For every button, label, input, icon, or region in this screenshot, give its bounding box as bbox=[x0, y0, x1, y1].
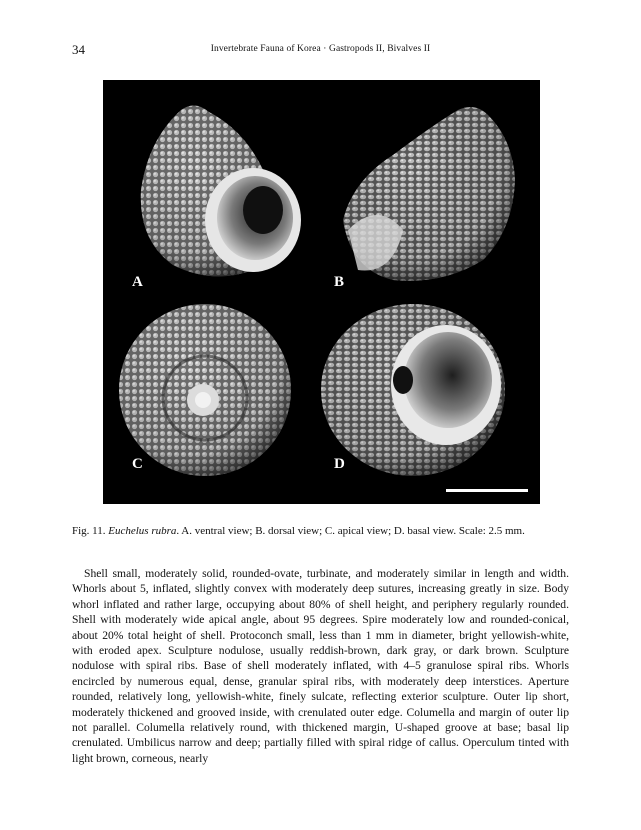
scale-bar bbox=[446, 489, 528, 492]
panel-label-b: B bbox=[334, 274, 345, 290]
caption-description: . A. ventral view; B. dorsal view; C. apical view; D. basal view. Scale: 2.5 mm. bbox=[176, 525, 525, 537]
panel-label-d: D bbox=[334, 456, 345, 472]
panel-label-a: A bbox=[132, 274, 143, 290]
species-name: Euchelus rubra bbox=[108, 525, 177, 537]
figure-plate bbox=[103, 80, 540, 504]
figure-label: Fig. 11. bbox=[72, 525, 106, 537]
shell-c-apical bbox=[119, 304, 291, 476]
body-paragraph: Shell small, moderately solid, rounded-ovate, turbinate, and moderately similar in length and width. Whorls about 5, inflated, slightly convex with moderately deep sutures, increasing greatly in size. Body whorl inflated and rather large, occupying about 80% of shell height, and periphery regularly rounded. Shell with moderately wide apical angle, about 95 degrees. Spire moderately low and rounded-conical, about 20% total height of shell. Protoconch small, less than 1 mm in diameter, bright yellowish-white, with eroded apex. Sculpture nodulose, usually reddish-brown, dark gray, or dark brown. Sculpture nodulose with spiral ribs. Base of shell moderately inflated, with 4–5 granulose spiral ribs. Whorls encircled by numerous equal, dense, granular spiral ribs, with moderately deep interstices. Aperture rounded, relatively long, yellowish-white, finely sulcate, reflecting exterior sculpture. Outer lip short, moderately thickened and grooved inside, with crenulated outer edge. Columella and margin of outer lip not parallel. Columella relatively round, with thickened margin, U-shaped groove at base; basal lip crenulated. Umbilicus narrow and deep; partially filled with spiral ridge of callus. Operculum tinted with light brown, corneous, nearly bbox=[72, 567, 569, 765]
shell-d-basal bbox=[321, 304, 505, 476]
figure-caption bbox=[72, 524, 572, 538]
panel-label-c: C bbox=[132, 456, 143, 472]
page-number: 34 bbox=[72, 42, 85, 57]
running-head: Invertebrate Fauna of Korea · Gastropods II, Bivalves II bbox=[210, 44, 431, 54]
shell-a-ventral bbox=[141, 105, 301, 276]
shell-b-dorsal bbox=[343, 107, 515, 281]
shell-photographs bbox=[103, 80, 540, 504]
